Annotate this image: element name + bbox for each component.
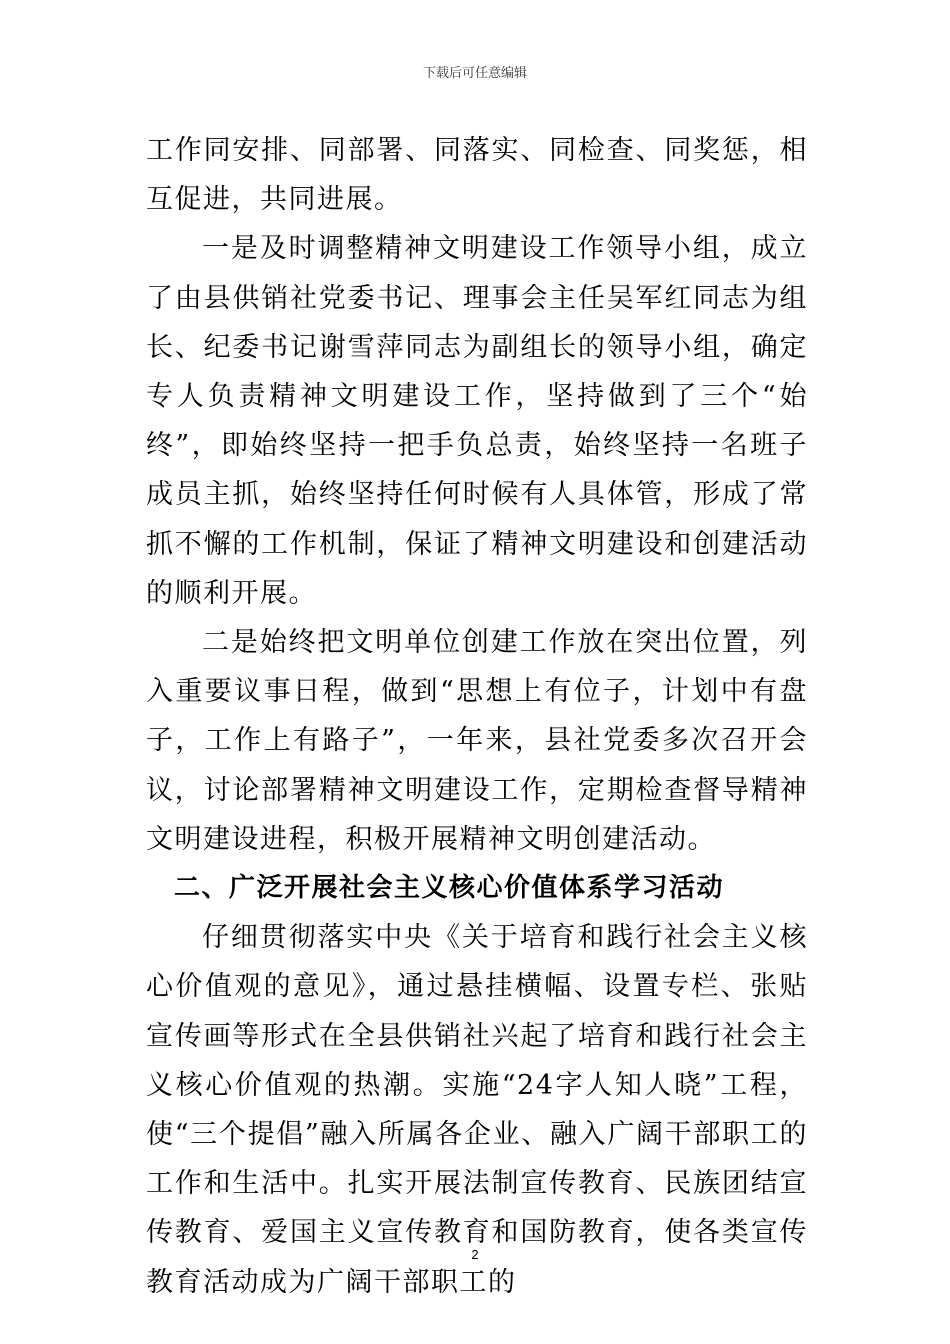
paragraph-leadership-group: 一是及时调整精神文明建设工作领导小组，成立了由县供销社党委书记、理事会主任吴军红同志为组长、纪委书记谢雪萍同志为副组长的领导小组，确定专人负责精神文明建设工作，坚持做到了三个“始终”，即始终坚持一把手负总责，始终坚持一名班子成员主抓，始终坚持任何时候有人具体管，形成了常抓不懈的工作机制，保证了精神文明建设和创建活动的顺利开展。 [146,233,808,609]
paragraph-civilized-unit: 二是始终把文明单位创建工作放在突出位置，列入重要议事日程，做到“思想上有位子，计划中有盘子，工作上有路子”，一年来，县社党委多次召开会议，讨论部署精神文明建设工作，定期检查督导精神文明建设进程，积极开展精神文明创建活动。 [146,627,808,855]
paragraph-core-values: 仔细贯彻落实中央《关于培育和践行社会主义核心价值观的意见》，通过悬挂横幅、设置专栏、张贴宣传画等形式在全县供销社兴起了培育和践行社会主义核心价值观的热潮。实施“24字人知人晓”工程，使“三个提倡”融入所属各企业、融入广阔干部职工的工作和生活中。扎实开展法制宣传教育、民族团结宣传教育、爱国主义宣传教育和国防教育，使各类宣传教育活动成为广阔干部职工的 [146,922,808,1298]
section-heading: 二、广泛开展社会主义核心价值体系学习活动 [174,873,725,904]
document-body [146,126,808,1307]
page-header-note: 下载后可任意编辑 [422,66,527,81]
paragraph-continuation: 工作同安排、同部署、同落实、同检查、同奖惩，相互促进，共同进展。 [146,135,808,216]
page-number: 2 [471,1247,479,1262]
